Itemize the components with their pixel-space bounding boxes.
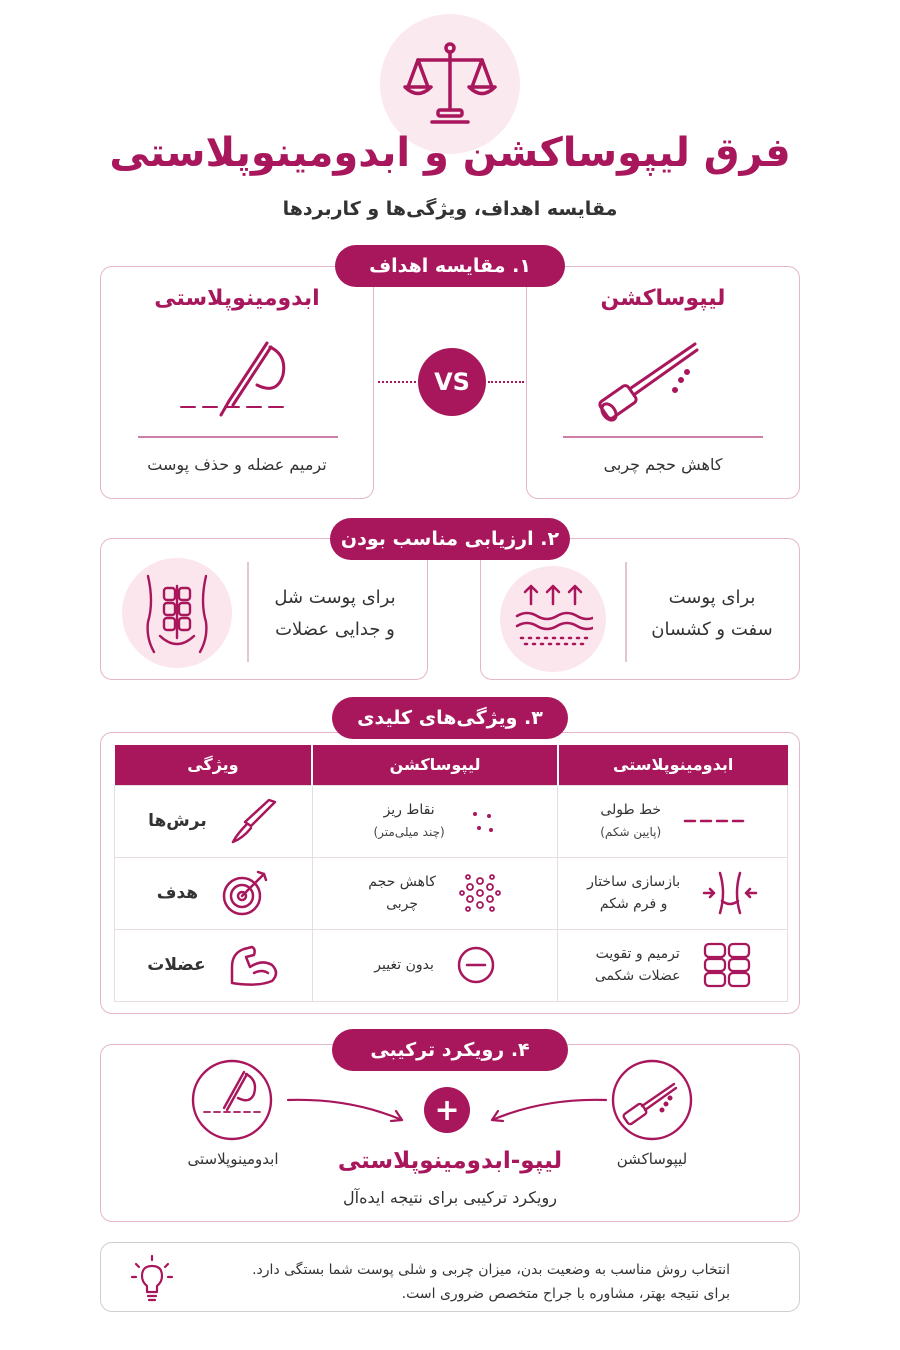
combo-title: لیپو-ابدومینوپلاستی <box>337 1148 563 1174</box>
firm-skin-line2: سفت و کشسان <box>651 619 773 640</box>
lipo-goal-cell <box>312 857 558 929</box>
loose-skin-line1: برای پوست شل <box>274 587 396 608</box>
lipo-divider <box>563 436 763 438</box>
feature-incisions-cell <box>115 785 313 857</box>
loose-skin-text <box>255 582 415 646</box>
feature-muscles-cell <box>115 929 313 1001</box>
abdo-desc: ترمیم عضله و حذف پوست <box>147 455 327 474</box>
lipo-combo-label: لیپوساکشن <box>616 1150 688 1168</box>
header-feature: ویژگی <box>115 745 313 785</box>
lipo-goal-sub: چربی <box>386 896 419 912</box>
table-row <box>115 929 788 1001</box>
header-abdo: ابدومینوپلاستی <box>558 745 788 785</box>
abdo-combo-icon <box>190 1058 274 1142</box>
section3-label: ۳. ویژگی‌های کلیدی <box>332 697 568 739</box>
abdo-incision-text: خط طولی <box>600 802 662 818</box>
lipo-incision-text: نقاط ریز <box>383 802 435 818</box>
header-lipo: لیپوساکشن <box>312 745 558 785</box>
target-icon <box>220 868 270 918</box>
vs-connector-left <box>378 381 416 383</box>
dots-icon <box>467 806 497 836</box>
skin-arrows-icon <box>513 580 593 658</box>
cannula-icon <box>595 330 705 430</box>
table-row <box>115 785 788 857</box>
lipo-incision-cell <box>312 785 558 857</box>
skin-icon-circle <box>500 566 606 672</box>
needle-thread-icon <box>175 335 305 425</box>
plus-badge: + <box>424 1087 470 1133</box>
abdo-goal-cell <box>558 857 788 929</box>
abdo-muscle-sub: عضلات شکمی <box>594 968 681 984</box>
vs-badge: VS <box>418 348 486 416</box>
feature-goal-cell <box>115 857 313 929</box>
lightbulb-icon <box>130 1254 174 1302</box>
page-title: فرق لیپوساکشن و ابدومینوپلاستی <box>109 130 791 176</box>
abdo-muscle-cell <box>558 929 788 1001</box>
abdo-title: ابدومینوپلاستی <box>154 286 320 311</box>
arrow-left-to-plus <box>286 1096 410 1126</box>
scale-icon <box>400 32 500 132</box>
arrow-right-to-plus <box>484 1096 608 1126</box>
dashed-line-icon <box>683 816 745 826</box>
vs-connector-right <box>488 381 524 383</box>
abdo-divider <box>138 436 338 438</box>
lipo-muscle-cell <box>312 929 558 1001</box>
footer-text <box>252 1258 730 1306</box>
feature-muscles: عضلات <box>147 955 206 975</box>
firm-skin-line1: برای پوست <box>668 587 756 608</box>
lipo-incision-sub: (چند میلی‌متر) <box>373 825 445 839</box>
combo-subtitle: رویکرد ترکیبی برای نتیجه ایده‌آل <box>343 1188 557 1207</box>
table-row <box>115 857 788 929</box>
lipo-title: لیپوساکشن <box>600 286 726 311</box>
abdo-goal-sub: و فرم شکم <box>599 896 668 912</box>
feature-goal: هدف <box>156 883 199 903</box>
fat-cells-icon <box>458 871 502 915</box>
section2-label: ۲. ارزیابی مناسب بودن <box>330 518 570 560</box>
abdomen-muscles-icon <box>140 572 214 654</box>
abdo-muscle-text: ترمیم و تقویت <box>595 946 680 962</box>
lipo-goal-text: کاهش حجم <box>368 874 436 890</box>
abdo-combo-label: ابدومینوپلاستی <box>187 1150 279 1168</box>
footer-line2: برای نتیجه بهتر، مشاوره با جراح متخصص ضروری است. <box>401 1286 730 1302</box>
page-subtitle: مقایسه اهداف، ویژگی‌ها و کاربردها <box>282 198 618 220</box>
section2-left-divider <box>247 562 249 662</box>
features-table <box>114 745 788 1002</box>
scalpel-icon <box>229 798 279 844</box>
abdo-goal-text: بازسازی ساختار <box>587 874 681 890</box>
muscle-arm-icon <box>228 943 280 987</box>
abs-grid-icon <box>703 942 751 988</box>
section4-label: ۴. رویکرد ترکیبی <box>332 1029 568 1071</box>
section1-label: ۱. مقایسه اهداف <box>335 245 565 287</box>
firm-skin-text <box>632 582 792 646</box>
lipo-desc: کاهش حجم چربی <box>603 455 723 474</box>
waist-icon <box>702 871 758 915</box>
lipo-combo-icon <box>610 1058 694 1142</box>
footer-line1: انتخاب روش مناسب به وضعیت بدن، میزان چربی و شلی پوست شما بستگی دارد. <box>252 1262 730 1278</box>
section2-right-divider <box>625 562 627 662</box>
abdomen-icon-circle <box>122 558 232 668</box>
lipo-muscle-text: بدون تغییر <box>374 957 434 973</box>
feature-incisions: برش‌ها <box>148 811 207 831</box>
minus-circle-icon <box>456 945 496 985</box>
loose-skin-line2: و جدایی عضلات <box>275 619 395 640</box>
abdo-incision-sub: (پایین شکم) <box>600 825 662 839</box>
abdo-incision-cell <box>558 785 788 857</box>
